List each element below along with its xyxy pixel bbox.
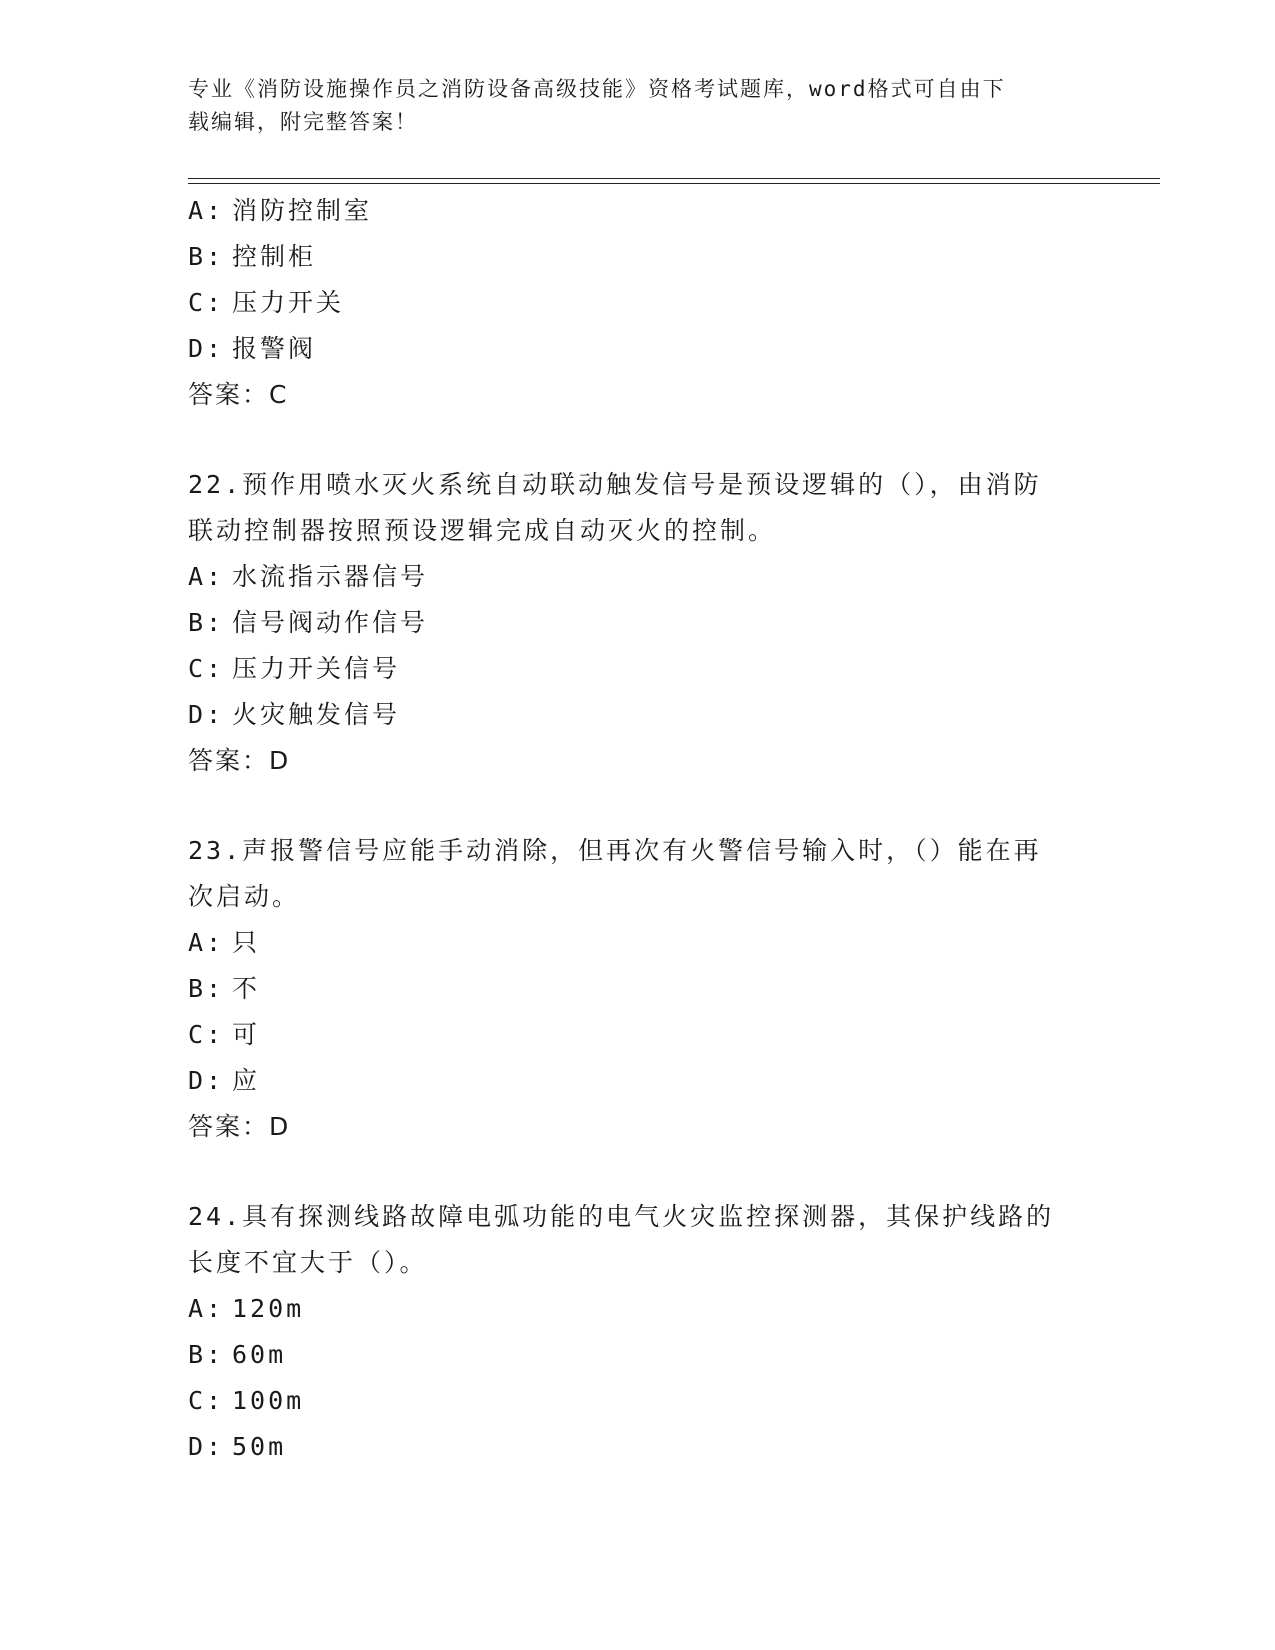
option-label: A:	[188, 928, 225, 957]
option-text: 60m	[232, 1340, 287, 1369]
option-b	[188, 1332, 1088, 1378]
option-label: B:	[188, 242, 225, 271]
question-23	[188, 828, 1088, 1150]
option-b	[188, 234, 1088, 280]
header-line-1: 专业《消防设施操作员之消防设备高级技能》资格考试题库，word格式可自由下	[188, 77, 1006, 101]
header-line-2: 载编辑，附完整答案！	[188, 110, 418, 134]
question-24	[188, 1194, 1088, 1470]
option-b	[188, 600, 1088, 646]
option-label: C:	[188, 1020, 225, 1049]
option-d	[188, 1058, 1088, 1104]
option-text: 水流指示器信号	[232, 562, 429, 591]
option-label: D:	[188, 334, 225, 363]
option-d	[188, 692, 1088, 738]
option-d	[188, 326, 1088, 372]
option-label: C:	[188, 288, 225, 317]
option-c	[188, 1378, 1088, 1424]
question-22	[188, 462, 1088, 784]
option-text: 50m	[232, 1432, 287, 1461]
option-label: A:	[188, 1294, 225, 1323]
option-text: 压力开关信号	[232, 654, 401, 683]
option-a	[188, 188, 1088, 234]
option-text: 可	[232, 1020, 261, 1049]
option-label: C:	[188, 654, 225, 683]
option-text: 报警阀	[232, 334, 317, 363]
option-d	[188, 1424, 1088, 1470]
option-b	[188, 966, 1088, 1012]
question-21-options	[188, 188, 1088, 418]
answer: 答案：D	[188, 746, 291, 775]
option-text: 火灾触发信号	[232, 700, 401, 729]
question-text-line-1: 23.声报警信号应能手动消除，但再次有火警信号输入时，（）能在再	[188, 836, 1042, 865]
question-text-line-1: 22.预作用喷水灭火系统自动联动触发信号是预设逻辑的（），由消防	[188, 470, 1042, 499]
option-label: B:	[188, 1340, 225, 1369]
option-text: 120m	[232, 1294, 305, 1323]
option-text: 100m	[232, 1386, 305, 1415]
question-content	[188, 188, 1088, 1470]
option-text: 应	[232, 1066, 261, 1095]
option-text: 信号阀动作信号	[232, 608, 429, 637]
option-label: D:	[188, 1066, 225, 1095]
option-text: 不	[232, 974, 261, 1003]
option-c	[188, 280, 1088, 326]
header-divider	[188, 178, 1160, 184]
option-label: D:	[188, 700, 225, 729]
answer: 答案：C	[188, 380, 289, 409]
document-header	[188, 73, 1088, 139]
question-text-line-2: 长度不宜大于（）。	[188, 1248, 428, 1277]
option-text: 压力开关	[232, 288, 345, 317]
question-text-line-2: 次启动。	[188, 882, 301, 911]
option-a	[188, 920, 1088, 966]
option-text: 控制柜	[232, 242, 317, 271]
option-label: C:	[188, 1386, 225, 1415]
option-label: A:	[188, 562, 225, 591]
option-a	[188, 554, 1088, 600]
option-text: 只	[232, 928, 261, 957]
option-label: B:	[188, 608, 225, 637]
option-c	[188, 646, 1088, 692]
option-c	[188, 1012, 1088, 1058]
option-a	[188, 1286, 1088, 1332]
option-text: 消防控制室	[232, 196, 373, 225]
option-label: B:	[188, 974, 225, 1003]
question-text-line-2: 联动控制器按照预设逻辑完成自动灭火的控制。	[188, 516, 777, 545]
answer: 答案：D	[188, 1112, 291, 1141]
option-label: D:	[188, 1432, 225, 1461]
option-label: A:	[188, 196, 225, 225]
question-text-line-1: 24.具有探测线路故障电弧功能的电气火灾监控探测器，其保护线路的	[188, 1202, 1055, 1231]
